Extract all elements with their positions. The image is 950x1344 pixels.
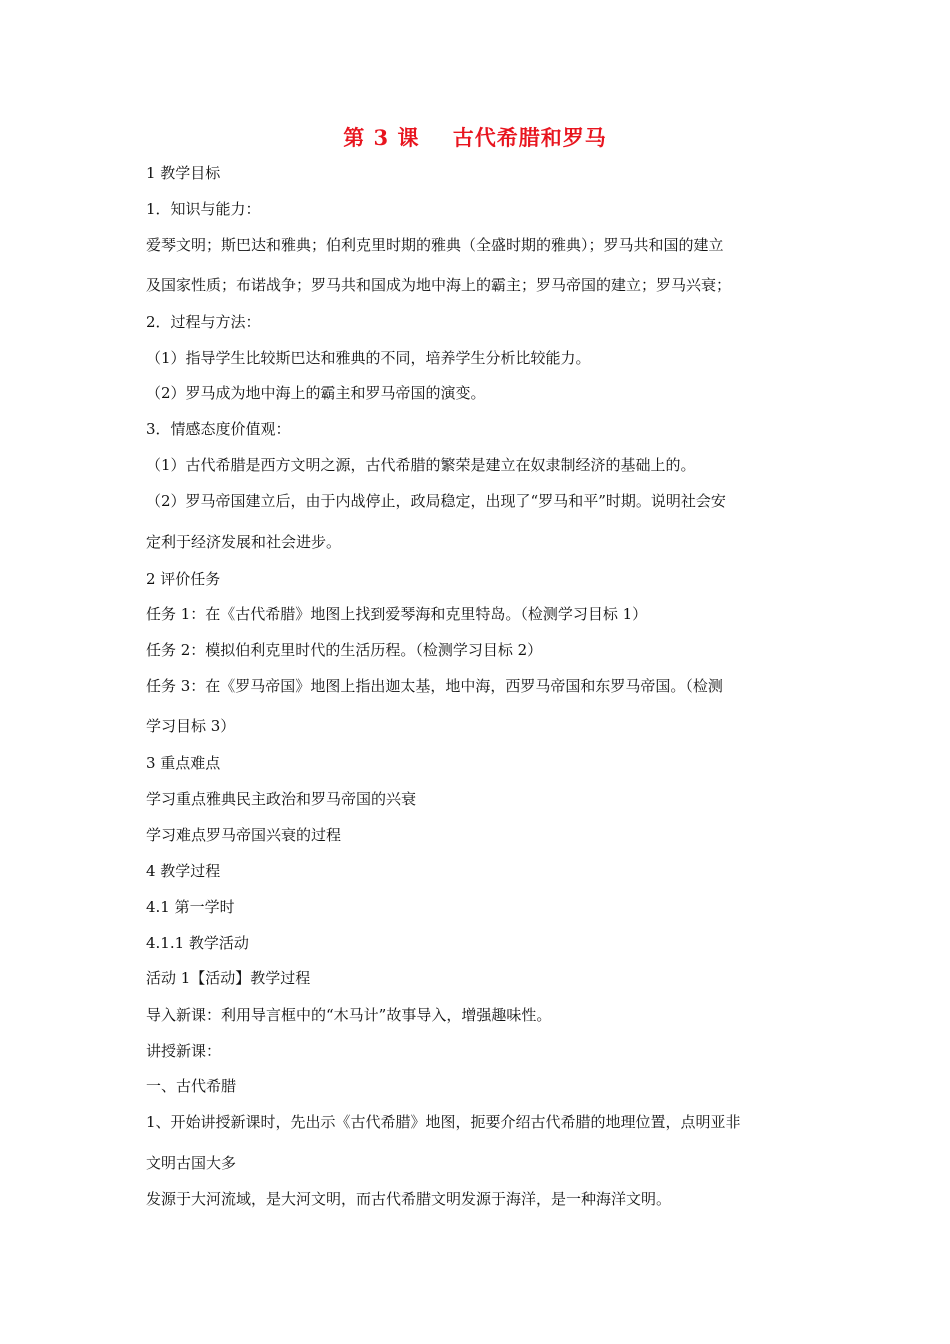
subheading-values: 3．情感态度价值观： <box>146 420 291 438</box>
paragraph-line: （2）罗马帝国建立后，由于内战停止，政局稳定，出现了“罗马和平”时期。说明社会安 <box>146 492 726 510</box>
paragraph-line: 任务 3：在《罗马帝国》地图上指出迦太基，地中海，西罗马帝国和东罗马帝国。（检测 <box>146 677 723 695</box>
paragraph-line: 一、古代希腊 <box>146 1077 237 1095</box>
section-heading-keypoints: 3 重点难点 <box>146 754 221 772</box>
paragraph-line: 1、开始讲授新课时，先出示《古代希腊》地图，扼要介绍古代希腊的地理位置，点明亚非 <box>146 1113 741 1131</box>
subheading-knowledge: 1．知识与能力： <box>146 200 261 218</box>
paragraph-line: 及国家性质；布诺战争；罗马共和国成为地中海上的霸主；罗马帝国的建立；罗马兴衰； <box>146 276 732 294</box>
page-title: 第 3 课 古代希腊和罗马 <box>343 125 607 150</box>
section-heading-evaluation: 2 评价任务 <box>146 570 221 588</box>
section-heading-process: 4 教学过程 <box>146 862 221 880</box>
paragraph-line: 导入新课：利用导言框中的“木马计”故事导入，增强趣味性。 <box>146 1006 552 1024</box>
paragraph-line: 文明古国大多 <box>146 1154 237 1172</box>
paragraph-line: 学习难点罗马帝国兴衰的过程 <box>146 826 342 844</box>
paragraph-line: 爱琴文明；斯巴达和雅典；伯利克里时期的雅典（全盛时期的雅典）；罗马共和国的建立 <box>146 236 724 254</box>
paragraph-line: 定利于经济发展和社会进步。 <box>146 533 342 551</box>
paragraph-line: 学习目标 3） <box>146 717 236 735</box>
paragraph-line: （2）罗马成为地中海上的霸主和罗马帝国的演变。 <box>146 384 486 402</box>
paragraph-line: 发源于大河流域，是大河文明，而古代希腊文明发源于海洋，是一种海洋文明。 <box>146 1190 672 1208</box>
paragraph-line: （1）古代希腊是西方文明之源，古代希腊的繁荣是建立在奴隶制经济的基础上的。 <box>146 456 696 474</box>
paragraph-line: 活动 1【活动】教学过程 <box>146 969 311 987</box>
subheading-lesson-1: 4.1 第一学时 <box>146 898 235 916</box>
paragraph-line: 任务 2：模拟伯利克里时代的生活历程。（检测学习目标 2） <box>146 641 543 659</box>
paragraph-line: 任务 1：在《古代希腊》地图上找到爱琴海和克里特岛。（检测学习目标 1） <box>146 605 648 623</box>
paragraph-line: 讲授新课： <box>146 1042 222 1060</box>
paragraph-line: （1）指导学生比较斯巴达和雅典的不同，培养学生分析比较能力。 <box>146 349 591 367</box>
subheading-process: 2．过程与方法： <box>146 313 261 331</box>
paragraph-line: 学习重点雅典民主政治和罗马帝国的兴衰 <box>146 790 417 808</box>
section-heading-objectives: 1 教学目标 <box>146 164 221 182</box>
subheading-activities: 4.1.1 教学活动 <box>146 934 249 952</box>
